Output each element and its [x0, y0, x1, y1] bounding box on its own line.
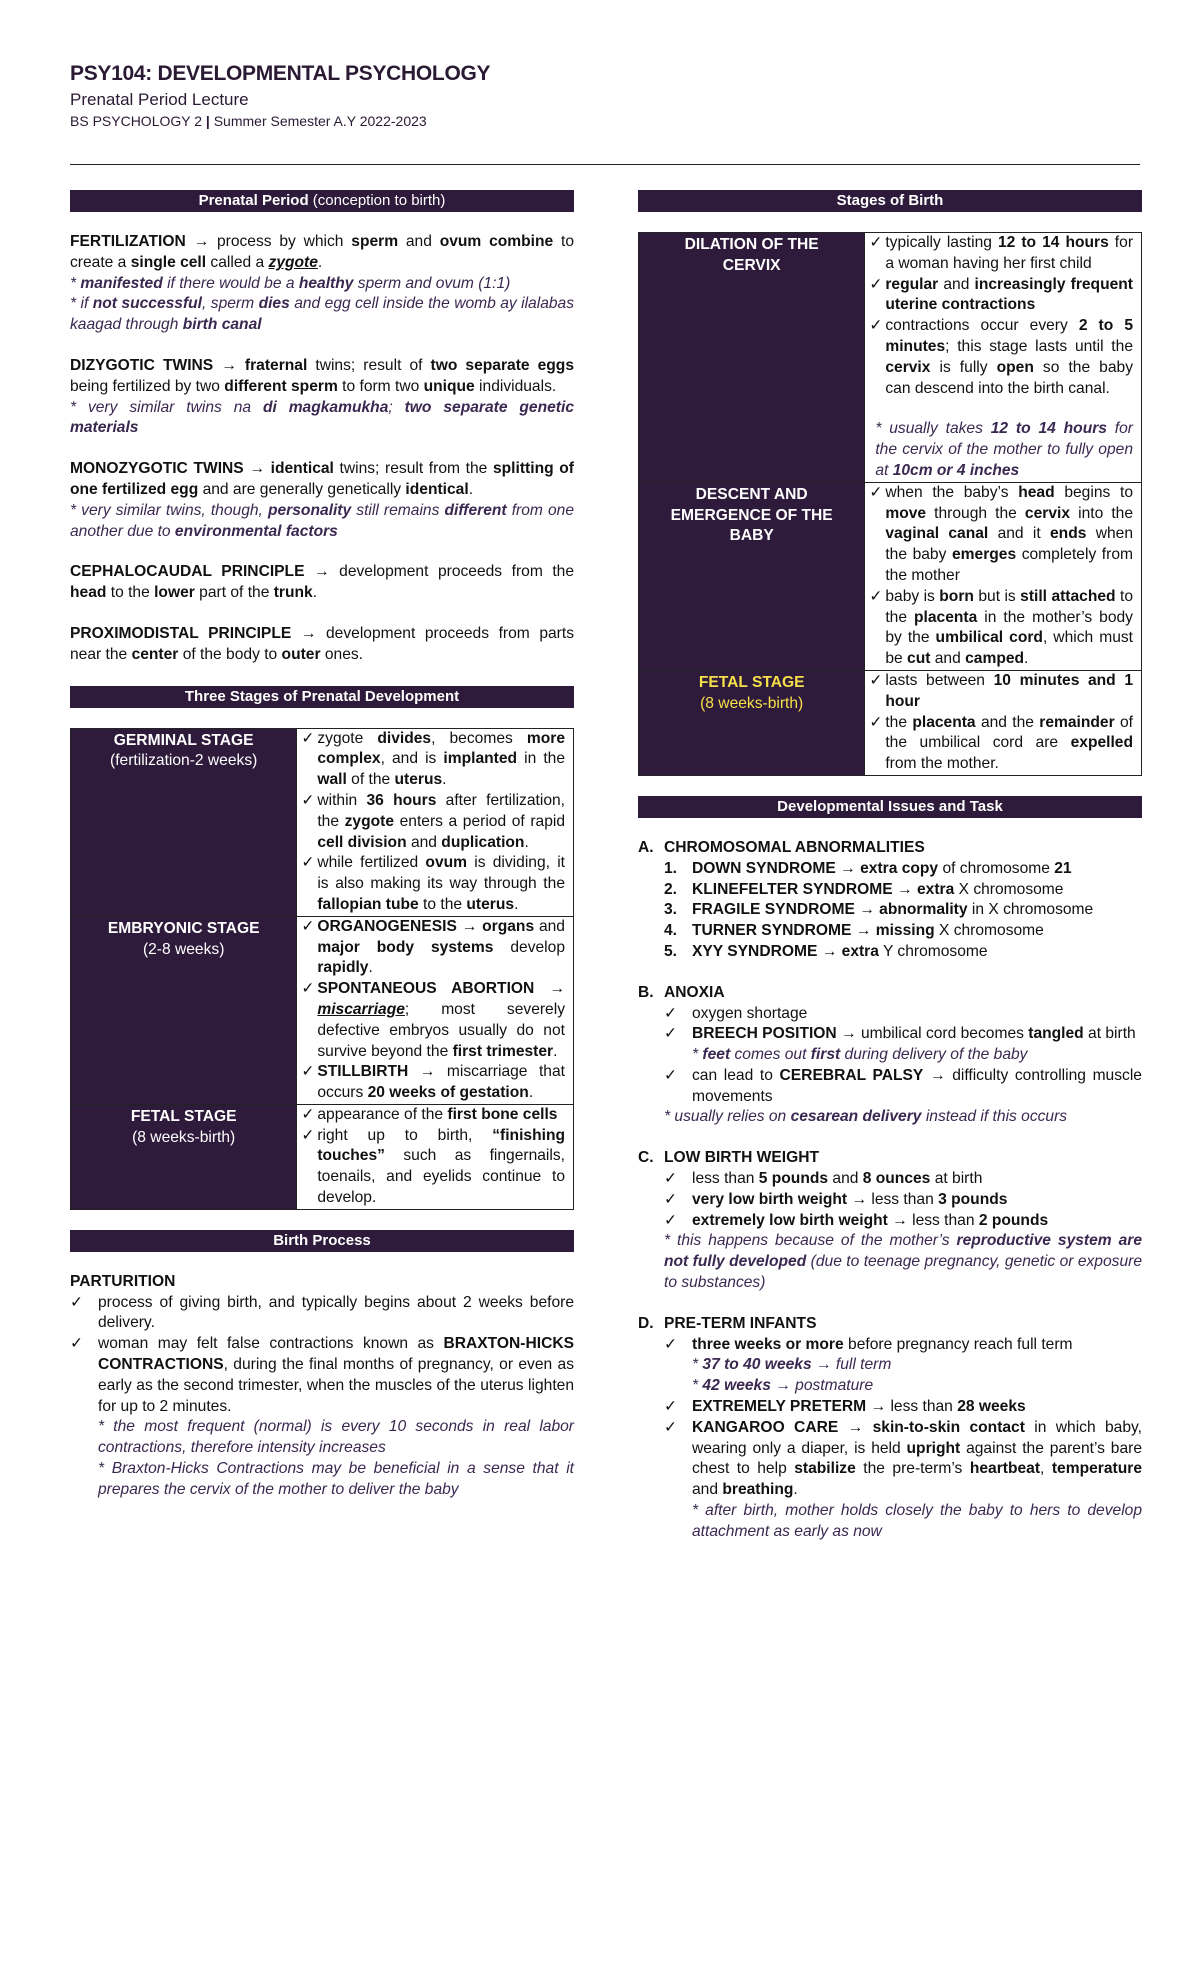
document-header — [70, 62, 490, 129]
fertilization-paragraph: FERTILIZATION → process by which sperm and ovum combine to create a single cell called a zygote. * manifested if there would be a healthy sperm and ovum (1:1) * if not successful, sperm dies and egg cell inside the womb ay ilalabas kaagad through birth canal — [70, 233, 575, 334]
stages-of-birth-bar: Stages of Birth — [638, 190, 1142, 212]
chromosomal-section: A. CHROMOSOMAL ABNORMALITIES 1. DOWN SYNDROME → extra copy of chromosome 21 2. KLINEFELTER SYNDROME → extra X chromosome 3. FRAGILE SYNDROME → abnormality in X chromosome 4. TURNER SYNDROME → missing X chromosome 5. XYY SYNDROME → extra Y chromosome — [638, 838, 1094, 960]
arrow-right-icon: → — [193, 233, 210, 250]
arrow-right-icon: → — [847, 1418, 864, 1436]
check-icon: ✓ — [301, 1063, 315, 1081]
course-title: PSY104: DEVELOPMENTAL PSYCHOLOGY — [70, 62, 491, 85]
check-icon: ✓ — [869, 275, 883, 293]
prenatal-stages-table — [70, 728, 574, 1210]
right-column — [638, 190, 1142, 1543]
proximodistal-paragraph: PROXIMODISTAL PRINCIPLE → development proceeds from parts near the center of the body to outer ones. — [70, 624, 574, 663]
check-icon: ✓ — [664, 1418, 678, 1436]
check-icon: ✓ — [301, 729, 315, 747]
monozygotic-paragraph: MONOZYGOTIC TWINS → identical twins; result from the splitting of one fertilized egg and are generally genetically identical. * very similar twins, though, personality still remains different from one another due to environmental factors — [70, 460, 575, 540]
check-icon: ✓ — [70, 1293, 84, 1311]
lecture-title: Prenatal Period Lecture — [70, 90, 249, 109]
check-icon: ✓ — [301, 917, 315, 935]
low-birth-weight-section: C. LOW BIRTH WEIGHT ✓ less than 5 pounds and 8 ounces at birth ✓ very low birth weight → less than 3 pounds ✓ extremely low birth weight → less than 2 pounds * this happens because of the mother’s reproductive system are not fully developed (due to teenage pregnancy, genetic or exposure to substances) — [638, 1149, 1142, 1292]
table-row: DESCENT AND EMERGENCE OF THE BABY ✓ when the baby’s head begins to move through the cervix into the vaginal canal and it ends when the baby emerges completely from the mother ✓ baby is born but is still attached to the placenta in the mother’s body by the umbilical cord, which must be cut and camped. — [639, 482, 1142, 670]
arrow-right-icon: → — [840, 859, 856, 877]
arrow-right-icon: → — [851, 1190, 868, 1208]
check-icon: ✓ — [664, 1066, 678, 1084]
left-column — [70, 190, 574, 1501]
check-icon: ✓ — [664, 1190, 678, 1208]
arrow-right-icon: → — [892, 1211, 908, 1229]
dizygotic-paragraph: DIZYGOTIC TWINS → fraternal twins; result of two separate eggs being fertilized by two different sperm to form two unique individuals. * very similar twins na di magkamukha; two separate genetic materials — [70, 356, 575, 437]
check-icon: ✓ — [869, 483, 883, 501]
arrow-right-icon: → — [249, 460, 265, 478]
dilation-label: DILATION OF THE CERVIX — [639, 233, 865, 483]
prenatal-period-bar: Prenatal Period (conception to birth) — [70, 190, 574, 212]
list-item: ✓ woman may felt false contractions known as BRAXTON-HICKS CONTRACTIONS, during the final months of pregnancy, or even as early as the second trimester, when the muscles of the uterus lighten for up to 2 minutes. * the most frequent (normal) is every 10 seconds in real labor contractions, therefore intensity increases * Braxton-Hicks Contractions may be beneficial in a sense that it prepares the cervix of the mother to deliver the baby — [70, 1334, 574, 1500]
arrow-right-icon: → — [821, 942, 838, 960]
arrow-right-icon: → — [300, 624, 317, 642]
arrow-right-icon: → — [314, 563, 330, 581]
check-icon: ✓ — [664, 1335, 678, 1353]
germinal-stage-label: GERMINAL STAGE (fertilization-2 weeks) — [71, 728, 297, 916]
table-row: EMBRYONIC STAGE (2-8 weeks) ✓ ORGANOGENESIS → organs and major body systems develop rapidly. ✓ SPONTANEOUS ABORTION → miscarriage; most severely defective embryos usually do not survive beyond the first trimester. ✓ STILLBIRTH → miscarriage that occurs 20 weeks of gestation. — [71, 916, 574, 1104]
check-icon: ✓ — [664, 1004, 678, 1022]
parturition-heading: PARTURITION — [70, 1272, 176, 1290]
arrow-right-icon: → — [897, 880, 913, 898]
arrow-right-icon: → — [929, 1066, 946, 1084]
table-row: FETAL STAGE (8 weeks-birth) ✓ appearance of the first bone cells ✓ right up to birth, “finishing touches” such as fingernails, toenails, and eyelids continue to develop. — [71, 1104, 574, 1209]
check-icon: ✓ — [664, 1398, 678, 1416]
arrow-right-icon: → — [549, 980, 565, 998]
arrow-right-icon: → — [870, 1398, 887, 1416]
check-icon: ✓ — [664, 1211, 678, 1229]
check-icon: ✓ — [869, 587, 883, 605]
anoxia-section: B. ANOXIA ✓ oxygen shortage ✓ BREECH POSITION → umbilical cord becomes tangled at birth * feet comes out first during delivery of the baby ✓ can lead to CEREBRAL PALSY → difficulty controlling muscle movements * usually relies on cesarean delivery instead if this occurs — [638, 983, 1142, 1126]
check-icon: ✓ — [869, 317, 883, 335]
arrow-right-icon: → — [859, 901, 875, 919]
check-icon: ✓ — [869, 234, 883, 251]
arrow-right-icon: → — [221, 356, 237, 374]
list-item: ✓ process of giving birth, and typically begins about 2 weeks before delivery. — [70, 1293, 574, 1335]
check-icon: ✓ — [70, 1335, 84, 1353]
embryonic-stage-label: EMBRYONIC STAGE (2-8 weeks) — [71, 916, 297, 1104]
table-row: DILATION OF THE CERVIX ✓ typically lasting 12 to 14 hours for a woman having her first child ✓ regular and increasingly frequent uterine contractions ✓ contractions occur every 2 to 5 minutes; this stage lasts until the cervix is fully open so the baby can descend into the birth canal. * usually takes 12 to 14 hours for the cervix of the mother to fully open at 10cm or 4 inches — [639, 233, 1142, 483]
check-icon: ✓ — [664, 1170, 678, 1188]
header-divider — [70, 164, 1140, 165]
check-icon: ✓ — [301, 854, 315, 872]
check-icon: ✓ — [301, 980, 315, 998]
three-stages-bar: Three Stages of Prenatal Development — [70, 686, 574, 708]
check-icon: ✓ — [664, 1025, 678, 1043]
table-row: FETAL STAGE (8 weeks-birth) ✓ lasts between 10 minutes and 1 hour ✓ the placenta and the remainder of the umbilical cord are expelled from the mother. — [639, 670, 1142, 775]
fetal-birth-stage-label: FETAL STAGE (8 weeks-birth) — [639, 670, 865, 775]
check-icon: ✓ — [301, 1126, 315, 1144]
arrow-right-icon: → — [841, 1025, 857, 1043]
check-icon: ✓ — [301, 791, 315, 809]
arrow-right-icon: → — [855, 922, 872, 940]
descent-label: DESCENT AND EMERGENCE OF THE BABY — [639, 482, 865, 670]
birth-process-bar: Birth Process — [70, 1230, 574, 1252]
check-icon: ✓ — [869, 671, 883, 689]
birth-stages-table — [638, 232, 1142, 776]
check-icon: ✓ — [301, 1105, 315, 1123]
arrow-right-icon: → — [419, 1063, 436, 1081]
fetal-stage-label: FETAL STAGE (8 weeks-birth) — [71, 1104, 297, 1209]
arrow-right-icon: → — [461, 917, 478, 935]
course-info: BS PSYCHOLOGY 2 | Summer Semester A.Y 2022-2023 — [70, 113, 427, 129]
check-icon: ✓ — [869, 713, 883, 731]
preterm-section: D. PRE-TERM INFANTS ✓ three weeks or more before pregnancy reach full term * 37 to 40 weeks → full term * 42 weeks → postmature ✓ EXTREMELY PRETERM → less than 28 weeks ✓ KANGAROO CARE → skin-to-skin contact in which baby, wearing only a diaper, is held upright against the parent’s bare chest to help stabilize the pre-term’s heartbeat, temperature and breathing. * after birth, mother holds closely the baby to hers to develop attachment as early as now — [638, 1314, 1142, 1543]
table-row: GERMINAL STAGE (fertilization-2 weeks) ✓ zygote divides, becomes more complex, and is implanted in the wall of the uterus. ✓ within 36 hours after fertilization, the zygote enters a period of rapid cell division and duplication. ✓ while fertilized ovum is dividing, it is also making its way through the fallopian tube to the uterus. — [71, 728, 574, 916]
cephalocaudal-paragraph: CEPHALOCAUDAL PRINCIPLE → development proceeds from the head to the lower part of the trunk. — [70, 563, 574, 602]
developmental-issues-bar: Developmental Issues and Task — [638, 796, 1142, 818]
